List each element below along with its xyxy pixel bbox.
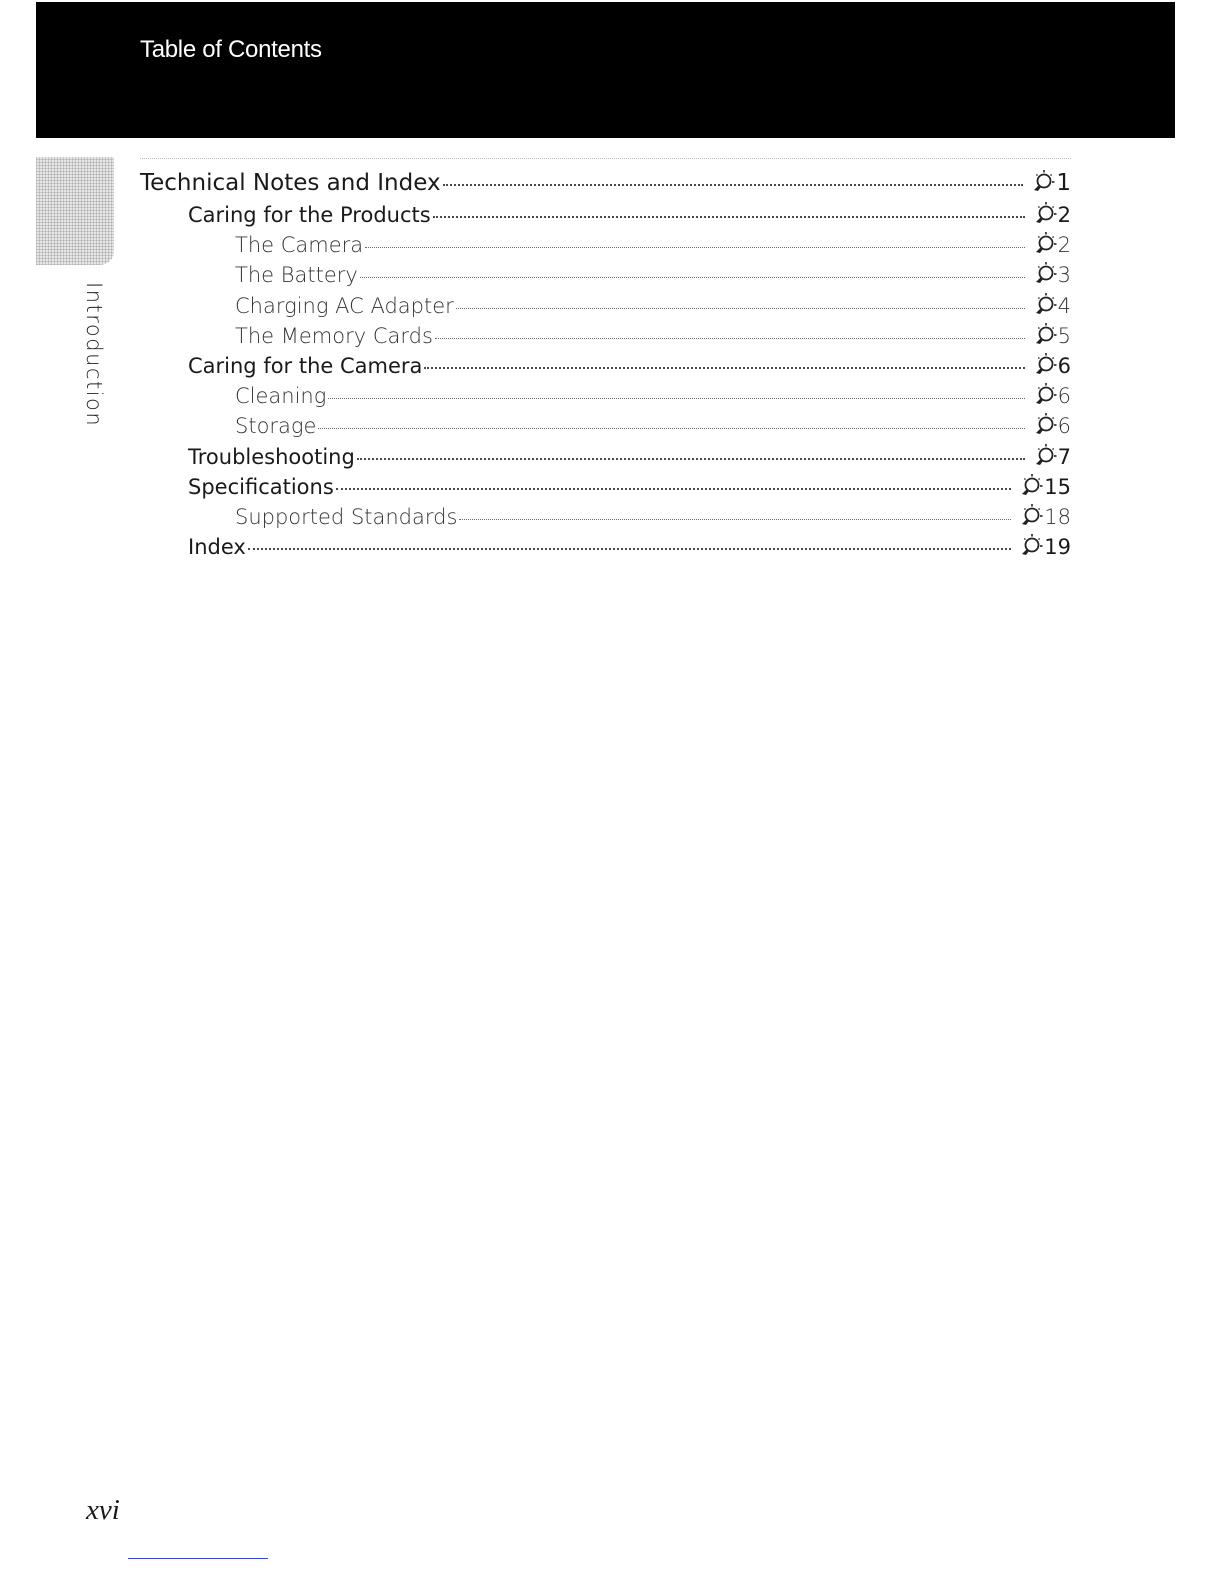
dot-leader [248,548,1011,550]
toc-page-reference [1031,198,1071,227]
toc-page-number: 6 [1057,384,1071,409]
tip-lightbulb-icon [1017,473,1043,497]
tip-lightbulb-icon [1017,533,1043,557]
toc-page-number: 18 [1044,504,1071,529]
toc-page-reference [1031,289,1071,318]
tip-lightbulb-icon [1031,261,1057,285]
toc-entry[interactable] [140,289,1071,319]
toc-entry-title: Supported Standards [235,504,458,529]
toc-entry[interactable] [140,198,1071,228]
toc-page-number: 6 [1057,414,1071,439]
toc-page-number: 1 [1056,170,1071,196]
dot-leader [435,338,1025,339]
toc-page-number: 5 [1057,323,1071,348]
toc-page-reference [1031,258,1071,287]
dot-leader [336,488,1011,490]
tip-lightbulb-icon [1031,443,1057,467]
toc-entry-title: Storage [235,414,317,439]
toc-entry[interactable] [140,379,1071,409]
toc-page-reference [1031,349,1071,378]
page-number: xvi [86,1494,120,1526]
tip-lightbulb-icon [1031,352,1057,376]
toc-entry[interactable] [140,228,1071,258]
toc-page-number: 19 [1044,535,1071,560]
tip-lightbulb-icon [1031,412,1057,436]
toc-page-reference [1017,530,1071,559]
dot-leader [424,367,1024,369]
tip-lightbulb-icon [1031,382,1057,406]
section-tab-pattern [36,157,114,265]
dot-leader [443,184,1024,186]
header-bar [36,2,1175,138]
toc-page-reference [1031,440,1071,469]
toc-entry-title: Specifications [188,474,334,499]
toc-entry-title: Cleaning [235,384,327,409]
toc-entry[interactable] [140,349,1071,379]
dot-leader [328,398,1024,399]
dot-leader [365,247,1024,248]
toc-page-number: 2 [1057,203,1071,227]
toc-entry-title: Troubleshooting [188,444,355,469]
dot-leader [360,277,1025,278]
toc-page-number: 15 [1044,474,1071,499]
toc-page-reference [1031,379,1071,408]
toc-entry-title: The Memory Cards [235,323,433,348]
toc-entry-title: Charging AC Adapter [235,293,454,318]
toc-page-number: 7 [1057,444,1071,469]
toc-entry[interactable] [140,409,1071,439]
page-title: Table of Contents [140,36,322,63]
toc-page-reference [1029,166,1071,196]
toc-entry-title: Caring for the Products [188,203,431,227]
toc-entry-title: Index [188,535,246,560]
toc-entry[interactable] [140,530,1071,560]
section-tab-label: Introduction [82,282,106,428]
dot-leader [433,216,1025,218]
toc-page-reference [1017,470,1071,499]
toc-page-number: 3 [1057,263,1071,288]
toc-entry-title: The Battery [235,263,358,288]
bottom-link-line [128,1558,268,1559]
toc-entry[interactable] [140,440,1071,470]
toc-page-number: 6 [1057,353,1071,378]
toc-entry-title: Caring for the Camera [188,353,423,378]
toc-entry[interactable] [140,500,1071,530]
toc-page-reference [1031,409,1071,438]
tip-lightbulb-icon [1029,169,1055,193]
dot-leader [459,519,1011,520]
toc-entry-title: Technical Notes and Index [140,170,441,196]
toc-entry[interactable] [140,319,1071,349]
toc-page-reference [1017,500,1071,529]
toc-page-number: 2 [1057,233,1071,258]
tip-lightbulb-icon [1017,503,1043,527]
toc-entry-title: The Camera [235,233,364,258]
tip-lightbulb-icon [1031,201,1057,225]
dot-leader [456,308,1025,309]
dot-leader [318,428,1024,429]
dot-leader [357,458,1025,460]
toc-entry[interactable] [140,166,1071,198]
tip-lightbulb-icon [1031,292,1057,316]
toc-divider [140,158,1071,159]
toc-page-reference [1031,319,1071,348]
table-of-contents [140,166,1071,560]
toc-page-reference [1031,228,1071,257]
tip-lightbulb-icon [1031,322,1057,346]
toc-entry[interactable] [140,258,1071,288]
tip-lightbulb-icon [1031,231,1057,255]
toc-entry[interactable] [140,470,1071,500]
toc-page-number: 4 [1057,293,1071,318]
